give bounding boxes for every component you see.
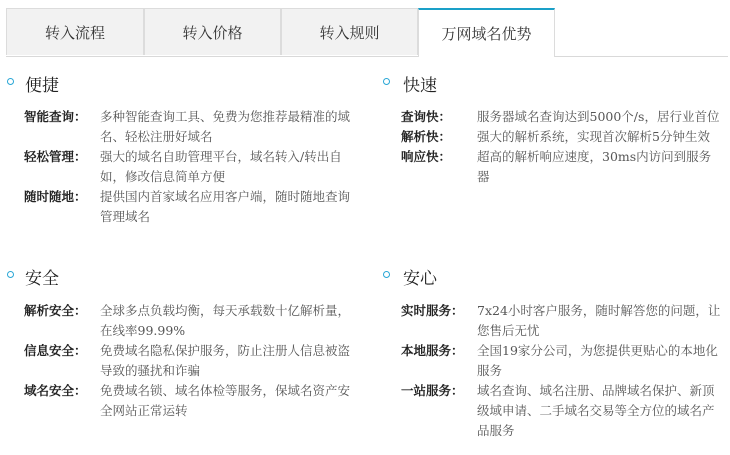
item-desc: 7x24小时客户服务，随时解答您的问题，让您售后无忧 [477, 303, 721, 338]
list-item [24, 147, 354, 187]
item-label: 随时随地： [24, 189, 87, 204]
item-desc: 多种智能查询工具、免费为您推荐最精准的域名、轻松注册好域名 [100, 109, 351, 144]
item-label: 域名安全： [24, 383, 87, 398]
item-desc: 服务器域名查询达到5000个/s，居行业首位 [477, 109, 720, 124]
list-item [401, 147, 721, 184]
list-item [24, 381, 354, 421]
tab-transfer-rules[interactable]: 转入规则 [281, 8, 418, 55]
item-desc: 强大的域名自助管理平台，域名转入/转出自如，修改信息简单方便 [100, 149, 342, 184]
bullet-icon [383, 78, 390, 85]
item-desc: 域名查询、域名注册、品牌域名保护、新顶级域申请、二手域名交易等全方位的域名产品服务 [477, 383, 715, 438]
item-desc: 全球多点负载均衡，每天承载数十亿解析量，在线率99.99% [100, 303, 351, 338]
list-item [401, 381, 721, 441]
bullet-icon [7, 271, 14, 278]
tab-advantages[interactable]: 万网域名优势 [418, 8, 555, 57]
item-label: 实时服务： [401, 303, 464, 318]
list-item [24, 301, 354, 341]
item-label: 响应快： [401, 149, 452, 164]
item-desc: 强大的解析系统，实现首次解析5分钟生效 [477, 129, 710, 144]
list-item [24, 107, 354, 147]
item-desc: 提供国内首家域名应用客户端，随时随地查询管理域名 [100, 189, 351, 224]
section-title: 安心 [403, 269, 437, 289]
section-title: 快速 [403, 76, 437, 96]
item-label: 智能查询： [24, 109, 87, 124]
list-item [24, 187, 354, 227]
item-label: 查询快： [401, 109, 452, 124]
item-desc: 超高的解析响应速度，30ms内访问到服务器 [477, 149, 712, 184]
bullet-icon [383, 271, 390, 278]
item-desc: 免费域名锁、域名体检等服务，保域名资产安全网站正常运转 [100, 383, 351, 418]
section-title: 便捷 [25, 76, 59, 96]
tab-transfer-process[interactable]: 转入流程 [6, 8, 144, 55]
list-item [24, 341, 354, 381]
item-label: 轻松管理： [24, 149, 87, 164]
list-item [401, 107, 721, 127]
bullet-icon [7, 78, 14, 85]
tab-bar [6, 8, 728, 56]
item-label: 解析安全： [24, 303, 87, 318]
section-title: 安全 [25, 269, 59, 289]
list-item [401, 301, 721, 341]
tab-transfer-price[interactable]: 转入价格 [144, 8, 281, 55]
item-desc: 全国19家分公司，为您提供更贴心的本地化服务 [477, 343, 718, 378]
item-label: 一站服务： [401, 383, 464, 398]
item-label: 信息安全： [24, 343, 87, 358]
item-desc: 免费域名隐私保护服务，防止注册人信息被盗导致的骚扰和诈骗 [100, 343, 351, 378]
item-label: 本地服务： [401, 343, 464, 358]
item-label: 解析快： [401, 129, 452, 144]
list-item [401, 127, 721, 147]
tab-divider [6, 56, 728, 57]
list-item [401, 341, 721, 381]
